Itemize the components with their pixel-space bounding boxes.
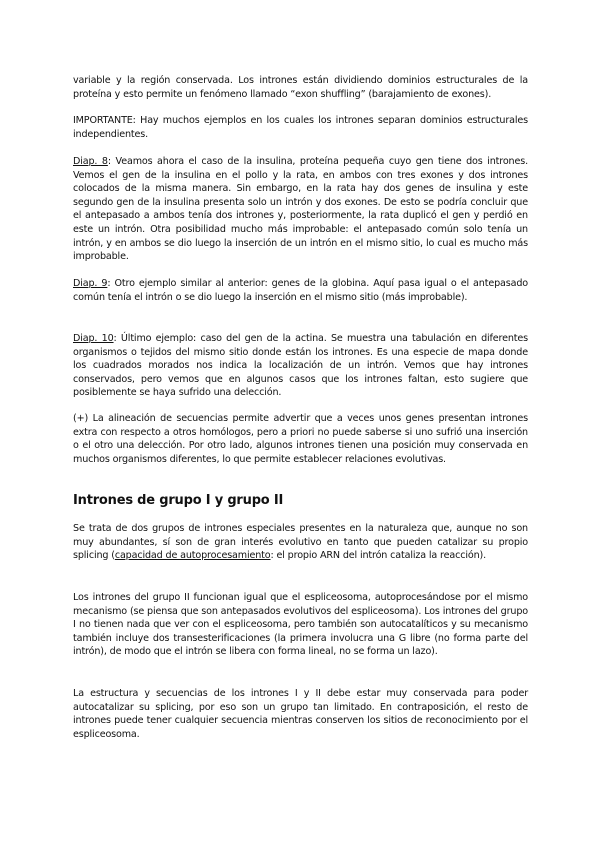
paragraph-diap-10-text: : Último ejemplo: caso del gen de la actina. Se muestra una tabulación en diferentes organismos o tejidos del mismo sitio donde están los intrones. Es una especie de mapa donde los cuadrados morados nos indica la localización de un intrón. Vemos que hay intrones conservados, pero vemos que en algunos casos que los intrones faltan, esto sugiere que posiblemente se haya sufrido una delección.	[73, 333, 528, 399]
paragraph-diap-9	[73, 277, 528, 304]
slide-label-diap-10: Diap. 10	[73, 333, 114, 344]
paragraph-grupos-intro	[73, 522, 528, 563]
paragraph-diap-10	[73, 332, 528, 400]
paragraph-alineacion: (+) La alineación de secuencias permite advertir que a veces unos genes presentan intrones extra con respecto a otros homólogos, pero a priori no puede saberse si uno sufrió una inserción o el otro una delección. Por otro lado, algunos intrones tienen una posición muy conservada en muchos organismos diferentes, lo que permite establecer relaciones evolutivas.	[73, 413, 528, 465]
paragraph-diap-9-text: : Otro ejemplo similar al anterior: genes de la globina. Aquí pasa igual o el antepasado común tenía el intrón o se dio luego la inserción en el mismo sitio (más improbable).	[73, 278, 528, 303]
paragraph-diap-8	[73, 155, 528, 264]
section-heading: Intrones de grupo I y grupo II	[73, 493, 284, 508]
slide-label-diap-8: Diap. 8	[73, 156, 108, 167]
paragraph-importante: IMPORTANTE: Hay muchos ejemplos en los cuales los intrones separan dominios estructurales independientes.	[73, 115, 528, 140]
underlined-term: capacidad de autoprocesamiento	[114, 550, 271, 562]
paragraph-estructura: La estructura y secuencias de los intrones I y II debe estar muy conservada para poder autocatalizar su splicing, por eso son un grupo tan limitado. En contraposición, el resto de intrones puede tener cualquier secuencia mientras conserven los sitios de reconocimiento por el espliceosoma.	[73, 688, 528, 740]
slide-label-diap-9: Diap. 9	[73, 278, 108, 289]
paragraph-exon-shuffling: variable y la región conservada. Los intrones están dividiendo dominios estructurales de la proteína y esto permite un fenómeno llamado “exon shuffling” (barajamiento de exones).	[73, 75, 528, 100]
paragraph-grupos-intro-before: Se trata de dos grupos de intrones especiales presentes en la naturaleza que, aunque no son muy abundantes, sí son de gran interés evolutivo en tanto que pueden catalizar su propio splicing (	[73, 523, 528, 562]
paragraph-grupos-intro-after: : el propio ARN del intrón cataliza la reacción).	[270, 550, 486, 562]
paragraph-grupo-ii: Los intrones del grupo II funcionan igual que el espliceosoma, autoprocesándose por el mismo mecanismo (se piensa que son antepasados evolutivos del espliceosoma). Los intrones del grupo I no tienen nada que ver con el espliceosoma, pero también son autocatalíticos y su mecanismo también incluye dos transesterificaciones (la primera involucra una G libre (no forma parte del intrón), de modo que el intrón se libera con forma lineal, no se forma un lazo).	[73, 592, 528, 658]
paragraph-diap-8-text: : Veamos ahora el caso de la insulina, proteína pequeña cuyo gen tiene dos intrones. Vemos el gen de la insulina en el pollo y la rata, en ambos con tres exones y dos intrones colocados de la misma manera. Sin embargo, en la rata hay dos genes de insulina y este segundo gen de la insulina presenta solo un intrón y dos exones. De esto se podría concluir que el antepasado a ambos tenía dos intrones y, posteriormente, la rata duplicó el gen y perdió en este un intrón. Otra posibilidad mucho más improbable: el antepasado común solo tenía un intrón, y en ambos se dio luego la inserción de un intrón en el mismo sitio, lo cual es mucho más improbable.	[73, 156, 528, 263]
